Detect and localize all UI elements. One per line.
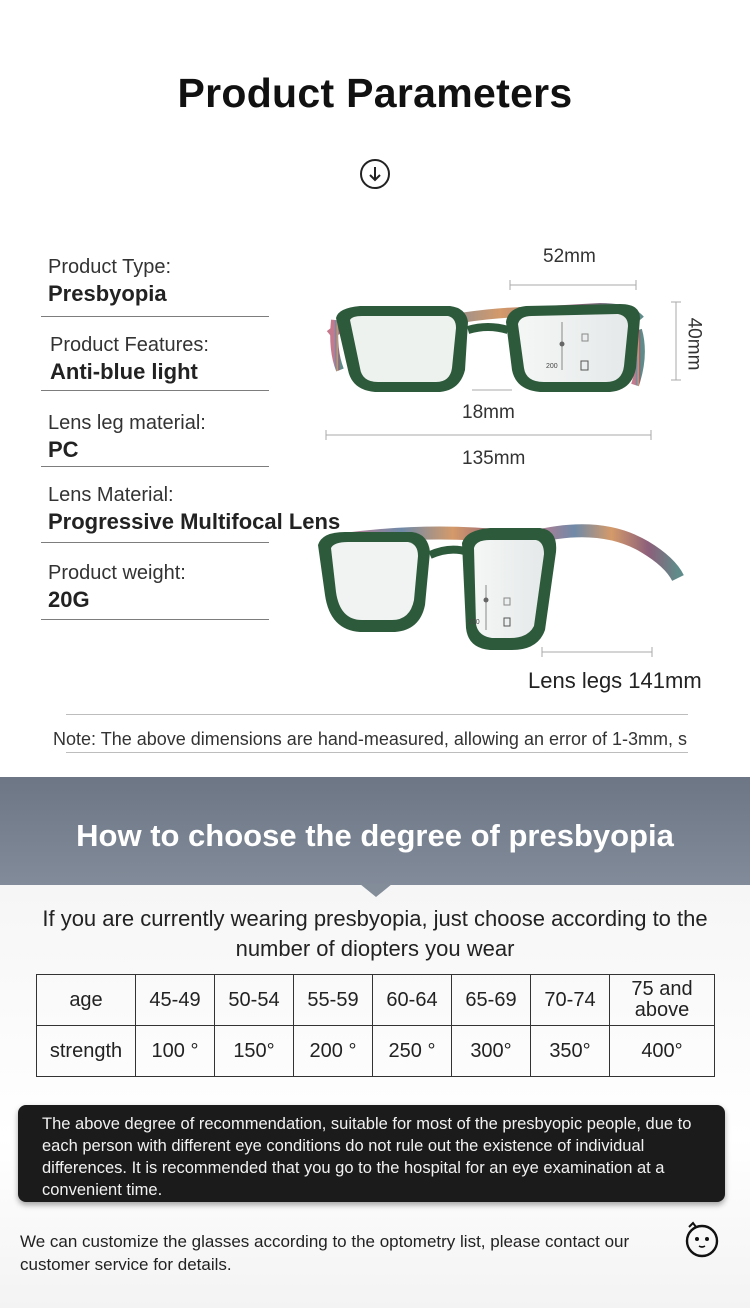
dim-legs: Lens legs 141mm xyxy=(528,668,702,693)
param-value: Progressive Multifocal Lens xyxy=(48,509,341,534)
table-header-age: age xyxy=(37,975,136,1026)
table-cell-strength: 150° xyxy=(215,1026,294,1077)
param-product-type xyxy=(41,254,269,317)
table-row-strength xyxy=(37,1026,715,1077)
smiley-face-icon xyxy=(683,1219,721,1259)
table-header-strength: strength xyxy=(37,1026,136,1077)
param-label: Lens leg material: xyxy=(48,412,206,434)
param-label: Product weight: xyxy=(48,562,186,584)
table-cell-strength: 400° xyxy=(610,1026,715,1077)
param-product-features xyxy=(41,332,269,391)
table-cell-age: 75 and above xyxy=(610,975,715,1026)
table-cell-strength: 200 ° xyxy=(294,1026,373,1077)
table-cell-strength: 250 ° xyxy=(373,1026,452,1077)
dim-lens-width: 52mm xyxy=(543,246,596,267)
table-cell-age: 50-54 xyxy=(215,975,294,1026)
param-value: 20G xyxy=(48,587,90,612)
param-value: Anti-blue light xyxy=(50,359,198,384)
dim-lens-height: 40mm xyxy=(683,317,705,371)
param-value: PC xyxy=(48,437,79,462)
param-lens-leg-material xyxy=(41,410,269,467)
table-cell-age: 55-59 xyxy=(294,975,373,1026)
table-cell-strength: 100 ° xyxy=(136,1026,215,1077)
divider xyxy=(66,714,688,715)
param-lens-material xyxy=(41,482,341,543)
divider xyxy=(66,752,688,753)
table-cell-age: 45-49 xyxy=(136,975,215,1026)
banner-notch xyxy=(360,884,392,897)
glasses-illustration xyxy=(300,240,750,700)
page-title: Product Parameters xyxy=(177,70,573,116)
customize-note: We can customize the glasses according to the optometry list, please contact our customer service for details. xyxy=(20,1232,630,1274)
section-intro: If you are currently wearing presbyopia, just choose according to the number of diopters you wear xyxy=(42,906,708,961)
param-value: Presbyopia xyxy=(48,281,167,306)
table-cell-strength: 300° xyxy=(452,1026,531,1077)
table-row-age xyxy=(37,975,715,1026)
lens-mark-side: 200 xyxy=(468,619,480,626)
dim-total-width: 135mm xyxy=(462,448,526,469)
param-label: Lens Material: xyxy=(48,484,174,506)
table-cell-strength: 350° xyxy=(531,1026,610,1077)
dim-bridge: 18mm xyxy=(462,402,515,423)
lens-mark-front: 200 xyxy=(546,363,558,370)
arrow-down-circle-icon xyxy=(359,158,391,190)
param-label: Product Type: xyxy=(48,256,172,278)
param-label: Product Features: xyxy=(50,334,209,356)
table-cell-age: 70-74 xyxy=(531,975,610,1026)
degree-table xyxy=(36,974,715,1077)
recommendation-text: The above degree of recommendation, suitable for most of the presbyopic people, due to each person with different eye conditions do not rule out the existence of individual differences. It is recommended that you go to the hospital for an eye examination at a convenient time. xyxy=(42,1115,692,1199)
param-product-weight xyxy=(41,560,269,620)
table-cell-age: 65-69 xyxy=(452,975,531,1026)
section-title: How to choose the degree of presbyopia xyxy=(76,818,674,853)
measurement-note: Note: The above dimensions are hand-measured, allowing an error of 1-3mm, s xyxy=(53,729,687,749)
table-cell-age: 60-64 xyxy=(373,975,452,1026)
